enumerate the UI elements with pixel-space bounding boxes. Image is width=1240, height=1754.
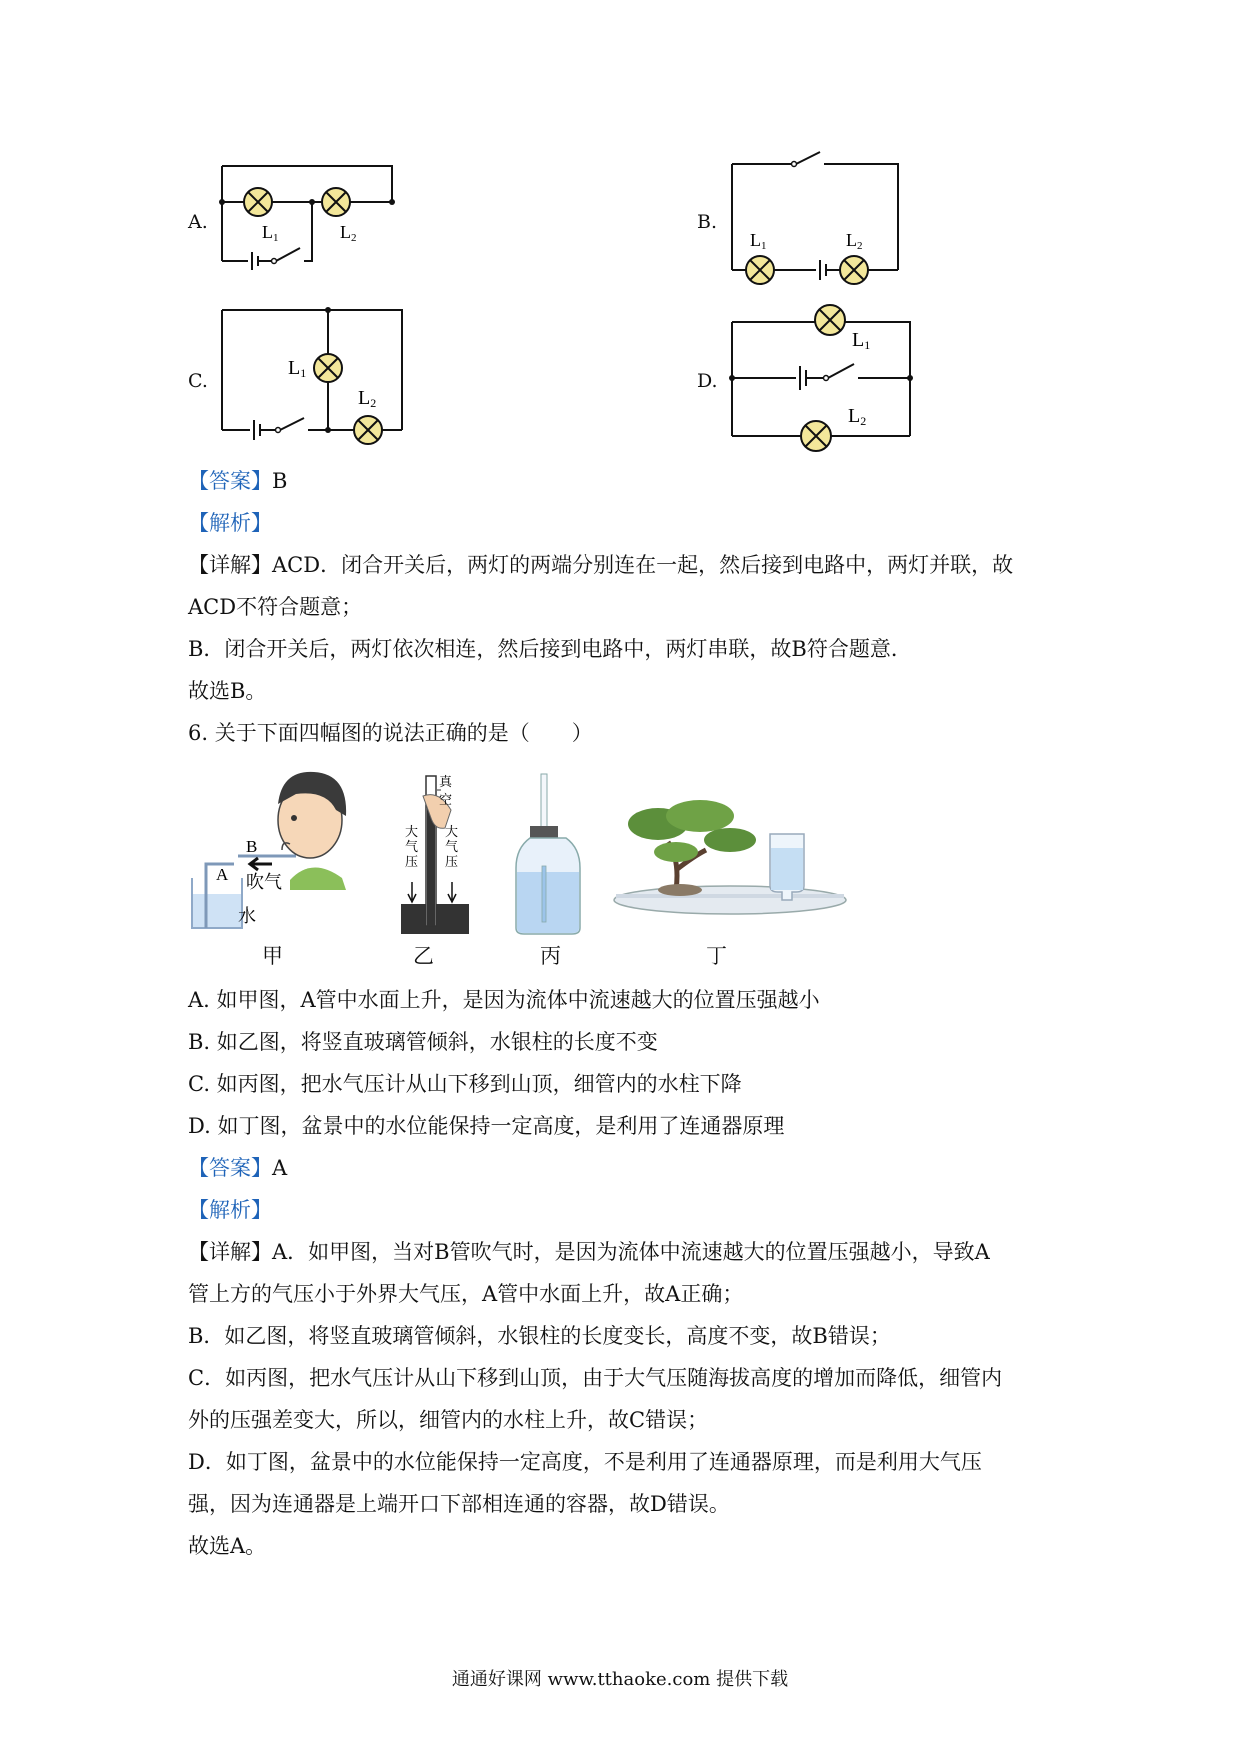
option-b-label: B.: [697, 211, 718, 233]
yi-atm-right: 大气压: [445, 824, 459, 869]
q6-detail-line-1: 【详解】A．如甲图，当对B管吹气时，是因为流体中流速越大的位置压强越小，导致A: [188, 1240, 990, 1264]
circuit-diagram-a: [210, 158, 410, 278]
lamp-l1-label: L1: [262, 222, 279, 244]
lamp-l2-icon: [840, 256, 868, 284]
lamp-l2-label: L2: [340, 222, 357, 244]
q6-detail-line-4: C．如丙图，把水气压计从山下移到山顶，由于大气压随海拔高度的增加而降低，细管内: [188, 1366, 1003, 1390]
q5-conclusion: 故选B。: [188, 679, 267, 703]
lamp-l1-icon: [746, 256, 774, 284]
q6-option-c: C. 如丙图，把水气压计从山下移到山顶，细管内的水柱下降: [188, 1072, 742, 1096]
q6-detail-line-6: D．如丁图，盆景中的水位能保持一定高度，不是利用了连通器原理，而是利用大气压: [188, 1450, 982, 1474]
q6-detail-line-7: 强，因为连通器是上端开口下部相连通的容器，故D错误。: [188, 1492, 730, 1516]
svg-text:L2: L2: [846, 230, 863, 252]
caption-bing: 丙: [540, 944, 561, 968]
svg-text:L1: L1: [750, 230, 767, 252]
lamp-l2-icon: [322, 188, 350, 216]
page-footer: 通通好课网 www.tthaoke.com 提供下载: [451, 1669, 789, 1690]
q6-answer: 【答案】A: [188, 1156, 288, 1180]
jia-label-a: A: [216, 865, 229, 884]
svg-text:真: 真: [439, 774, 453, 789]
lamp-l1-icon: [815, 305, 845, 335]
caption-yi: 乙: [413, 944, 434, 968]
lamp-l1-icon: [314, 354, 342, 382]
q5-detail-line-1: 【详解】ACD．闭合开关后，两灯的两端分别连在一起，然后接到电路中，两灯并联，故: [188, 553, 1014, 577]
figure-yi: [395, 770, 475, 940]
svg-text:L2: L2: [848, 405, 867, 428]
jia-blow-label: 吹气: [246, 872, 282, 892]
svg-text:L1: L1: [288, 357, 307, 380]
circuit-diagram-c: [210, 298, 410, 448]
svg-text:L1: L1: [852, 329, 871, 352]
q6-option-b: B. 如乙图，将竖直玻璃管倾斜，水银柱的长度不变: [188, 1030, 658, 1054]
q6-detail-line-2: 管上方的气压小于外界大气压，A管中水面上升，故A正确；: [188, 1282, 744, 1306]
caption-ding: 丁: [706, 944, 727, 968]
caption-jia: 甲: [262, 944, 283, 968]
q6-option-d: D. 如丁图，盆景中的水位能保持一定高度，是利用了连通器原理: [188, 1114, 785, 1138]
figure-ding: [610, 790, 850, 922]
lamp-l1-icon: [244, 188, 272, 216]
option-a-label: A.: [188, 211, 208, 233]
lamp-l2-icon: [801, 421, 831, 451]
figure-jia: [186, 760, 356, 930]
lamp-l2-icon: [354, 416, 382, 444]
q5-detail-line-2: ACD不符合题意；: [188, 595, 363, 619]
q6-option-a: A. 如甲图，A管中水面上升，是因为流体中流速越大的位置压强越小: [188, 988, 820, 1012]
option-c-label: C.: [188, 370, 208, 392]
q6-detail-line-3: B．如乙图，将竖直玻璃管倾斜，水银柱的长度变长，高度不变，故B错误；: [188, 1324, 891, 1348]
answer-tag: 【答案】: [188, 1156, 272, 1180]
q6-detail-line-5: 外的压强差变大，所以，细管内的水柱上升，故C错误；: [188, 1408, 709, 1432]
svg-text:L2: L2: [358, 387, 377, 410]
q6-stem: 6. 关于下面四幅图的说法正确的是（ ）: [188, 721, 593, 745]
q6-analysis-tag: 【解析】: [188, 1198, 272, 1222]
q5-analysis-tag: 【解析】: [188, 511, 272, 535]
answer-tag: 【答案】: [188, 469, 272, 493]
jia-label-b: B: [246, 837, 258, 856]
yi-atm-left: 大气压: [405, 824, 419, 869]
option-d-label: D.: [697, 370, 718, 392]
jia-water-label: 水: [238, 906, 256, 926]
q5-detail-line-3: B．闭合开关后，两灯依次相连，然后接到电路中，两灯串联，故B符合题意．: [188, 637, 912, 661]
figure-bing: [512, 772, 584, 937]
circuit-diagram-b: [720, 140, 910, 290]
svg-text:空: 空: [439, 792, 453, 807]
q5-answer: 【答案】B: [188, 469, 288, 493]
circuit-diagram-d: [720, 298, 920, 458]
q6-conclusion: 故选A。: [188, 1534, 267, 1558]
